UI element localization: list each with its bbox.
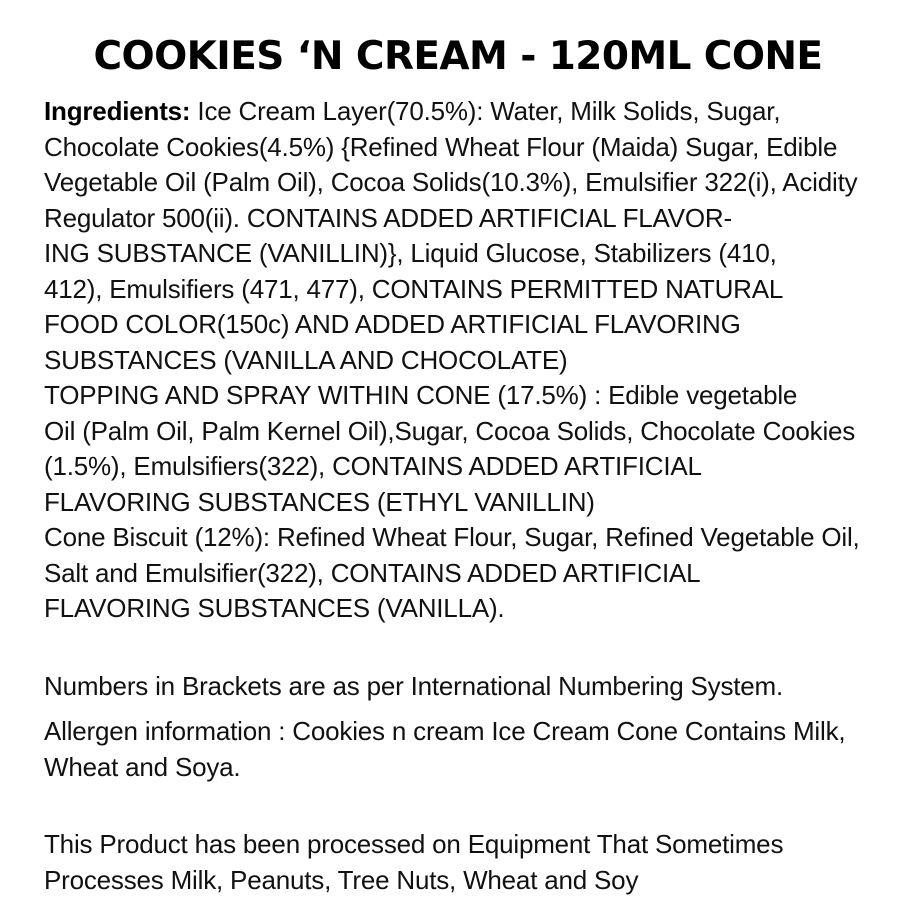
ingredients-line: Vegetable Oil (Palm Oil), Cocoa Solids(10.3%), Emulsifier 322(i), Acidity — [44, 167, 858, 197]
ingredients-line — [44, 94, 872, 130]
ingredients-line: (1.5%), Emulsifiers(322), CONTAINS ADDED ARTIFICIAL — [44, 451, 702, 481]
ingredients-line: Regulator 500(ii). CONTAINS ADDED ARTIFICIAL FLAVOR- — [44, 202, 732, 233]
processing-line: This Product has been processed on Equipment That Sometimes — [44, 829, 784, 859]
ingredients-line: 412), Emulsifiers (471, 477), CONTAINS PERMITTED NATURAL — [44, 273, 784, 304]
allergen-line: Allergen information : Cookies n cream Ice Cream Cone Contains Milk, — [44, 716, 846, 746]
product-title: COOKIES ‘N CREAM - 120ML CONE — [93, 34, 823, 79]
ingredients-line: ING SUBSTANCE (VANILLIN)}, Liquid Glucose, Stabilizers (410, — [44, 238, 777, 268]
ingredients-line: Salt and Emulsifier(322), CONTAINS ADDED ARTIFICIAL — [44, 557, 701, 588]
ingredients-line-text: Ice Cream Layer(70.5%): Water, Milk Solids, Sugar, — [190, 96, 781, 126]
section-spacer — [44, 704, 872, 714]
processing-line: Processes Milk, Peanuts, Tree Nuts, Wheat and Soy — [44, 864, 639, 895]
ingredients-line: Chocolate Cookies(4.5%) {Refined Wheat Flour (Maida) Sugar, Edible — [44, 131, 838, 162]
ingredients-label: Ingredients: — [44, 96, 191, 126]
allergen-line: Wheat and Soya. — [44, 751, 241, 782]
section-spacer — [44, 785, 872, 827]
allergen-section — [44, 714, 872, 785]
ingredients-section — [44, 94, 872, 627]
ingredients-line: SUBSTANCES (VANILLA AND CHOCOLATE) — [44, 344, 568, 375]
ingredients-line: FLAVORING SUBSTANCES (VANILLA). — [44, 593, 505, 623]
ingredients-line: Oil (Palm Oil, Palm Kernel Oil),Sugar, Cocoa Solids, Chocolate Cookies — [44, 415, 856, 446]
numbering-note: Numbers in Brackets are as per International Numbering System. — [44, 670, 784, 701]
processing-section — [44, 827, 872, 898]
ingredients-line: TOPPING AND SPRAY WITHIN CONE (17.5%) : Edible vegetable — [44, 380, 798, 410]
ingredients-line: Cone Biscuit (12%): Refined Wheat Flour, Sugar, Refined Vegetable Oil, — [44, 522, 860, 552]
section-spacer — [44, 627, 872, 669]
ingredients-line: FOOD COLOR(150c) AND ADDED ARTIFICIAL FLAVORING — [44, 309, 741, 339]
ingredients-line: FLAVORING SUBSTANCES (ETHYL VANILLIN) — [44, 486, 595, 517]
